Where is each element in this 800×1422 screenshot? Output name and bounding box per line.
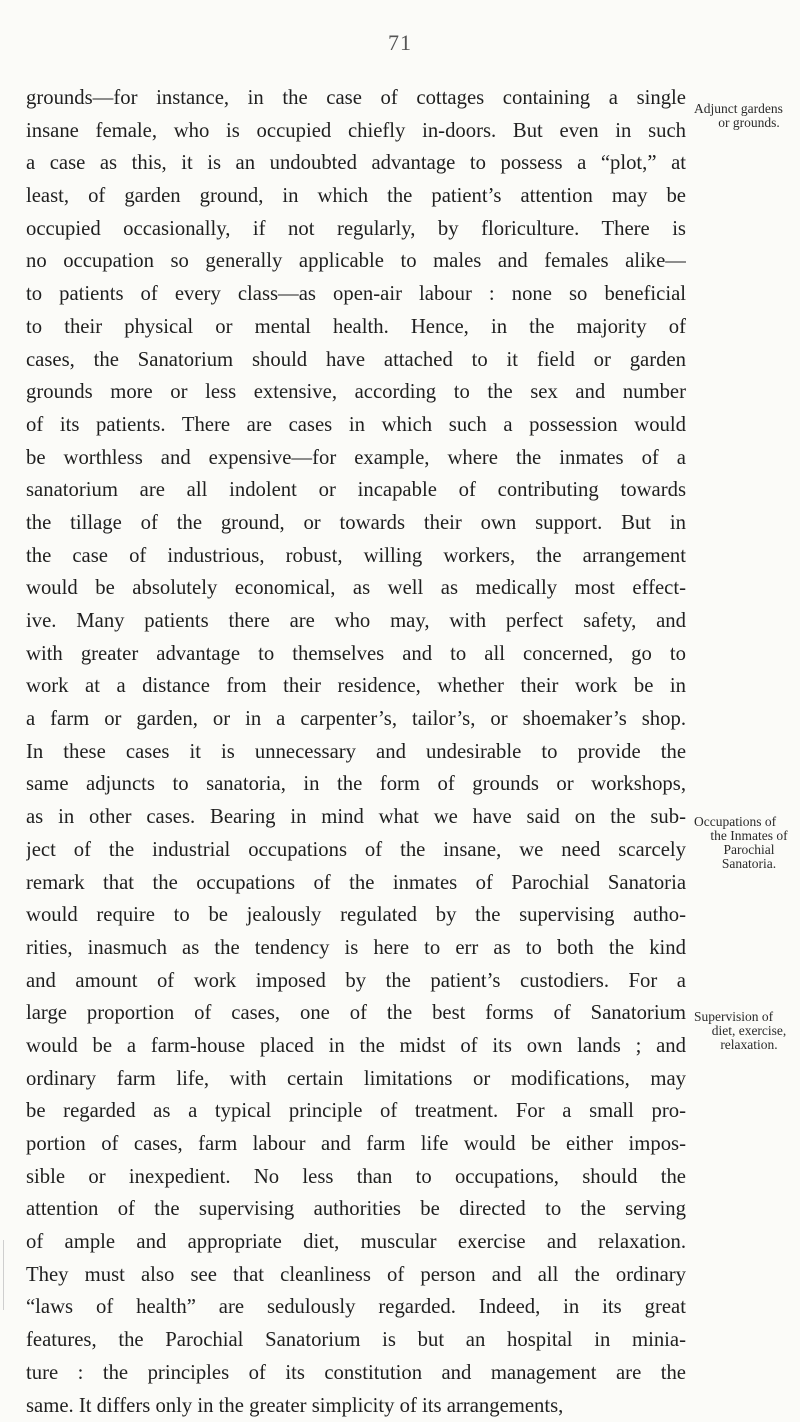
sidenote-line: Sanatoria. <box>694 857 800 871</box>
text-line: ture : the principles of its constitution and management are the <box>26 1357 686 1390</box>
sidenote-line: relaxation. <box>694 1038 800 1052</box>
text-line: be regarded as a typical principle of treatment. For a small pro- <box>26 1095 686 1128</box>
text-line: would be absolutely economical, as well as medically most effect- <box>26 572 686 605</box>
text-line: as in other cases. Bearing in mind what we have said on the sub- <box>26 801 686 834</box>
text-line: ject of the industrial occupations of the insane, we need scarcely <box>26 834 686 867</box>
text-line: sanatorium are all indolent or incapable of contributing towards <box>26 474 686 507</box>
sidenote-line: the Inmates of <box>694 829 800 843</box>
text-line: same adjuncts to sanatoria, in the form of grounds or workshops, <box>26 768 686 801</box>
text-line: attention of the supervising authorities be directed to the serving <box>26 1193 686 1226</box>
sidenote-line: diet, exercise, <box>694 1024 800 1038</box>
text-line: and amount of work imposed by the patient’s custodiers. For a <box>26 965 686 998</box>
text-line: sible or inexpedient. No less than to occupations, should the <box>26 1161 686 1194</box>
text-line: rities, inasmuch as the tendency is here to err as to both the kind <box>26 932 686 965</box>
text-line: They must also see that cleanliness of person and all the ordinary <box>26 1259 686 1292</box>
text-line: grounds more or less extensive, according to the sex and number <box>26 376 686 409</box>
text-line: least, of garden ground, in which the patient’s attention may be <box>26 180 686 213</box>
text-line: work at a distance from their residence, whether their work be in <box>26 670 686 703</box>
text-line: the case of industrious, robust, willing workers, the arrangement <box>26 540 686 573</box>
text-line: with greater advantage to themselves and to all concerned, go to <box>26 638 686 671</box>
page-edge-rule <box>3 1240 4 1310</box>
text-line: cases, the Sanatorium should have attached to it field or garden <box>26 344 686 377</box>
text-line: grounds—for instance, in the case of cottages containing a single <box>26 82 686 115</box>
text-line: In these cases it is unnecessary and undesirable to provide the <box>26 736 686 769</box>
text-line: same. It differs only in the greater simplicity of its arrangements, <box>26 1390 686 1422</box>
text-line: portion of cases, farm labour and farm life would be either impos- <box>26 1128 686 1161</box>
text-line: ordinary farm life, with certain limitations or modifications, may <box>26 1063 686 1096</box>
text-line: features, the Parochial Sanatorium is but an hospital in minia- <box>26 1324 686 1357</box>
text-line: to patients of every class—as open-air labour : none so beneficial <box>26 278 686 311</box>
text-line: remark that the occupations of the inmates of Parochial Sanatoria <box>26 867 686 900</box>
text-line: occupied occasionally, if not regularly, by floriculture. There is <box>26 213 686 246</box>
text-line: would be a farm-house placed in the midst of its own lands ; and <box>26 1030 686 1063</box>
page-number: 71 <box>0 30 800 56</box>
sidenote-line: Occupations of <box>694 815 800 829</box>
body-text <box>26 82 686 1422</box>
text-line: of ample and appropriate diet, muscular exercise and relaxation. <box>26 1226 686 1259</box>
sidenote-adjunct-gardens <box>694 102 800 130</box>
text-line: to their physical or mental health. Hence, in the majority of <box>26 311 686 344</box>
text-line: a case as this, it is an undoubted advantage to possess a “plot,” at <box>26 147 686 180</box>
text-line: of its patients. There are cases in which such a possession would <box>26 409 686 442</box>
text-line: ive. Many patients there are who may, with perfect safety, and <box>26 605 686 638</box>
text-line: “laws of health” are sedulously regarded. Indeed, in its great <box>26 1291 686 1324</box>
sidenote-supervision <box>694 1010 800 1052</box>
text-line: be worthless and expensive—for example, where the inmates of a <box>26 442 686 475</box>
text-line: insane female, who is occupied chiefly in-doors. But even in such <box>26 115 686 148</box>
sidenote-line: Supervision of <box>694 1010 800 1024</box>
text-line: would require to be jealously regulated by the supervising autho- <box>26 899 686 932</box>
sidenote-line: Adjunct gardens <box>694 102 800 116</box>
text-line: a farm or garden, or in a carpenter’s, tailor’s, or shoemaker’s shop. <box>26 703 686 736</box>
sidenote-line: Parochial <box>694 843 800 857</box>
text-line: large proportion of cases, one of the best forms of Sanatorium <box>26 997 686 1030</box>
text-line: no occupation so generally applicable to males and females alike— <box>26 245 686 278</box>
text-line: the tillage of the ground, or towards their own support. But in <box>26 507 686 540</box>
sidenote-line: or grounds. <box>694 116 800 130</box>
sidenote-occupations <box>694 815 800 871</box>
